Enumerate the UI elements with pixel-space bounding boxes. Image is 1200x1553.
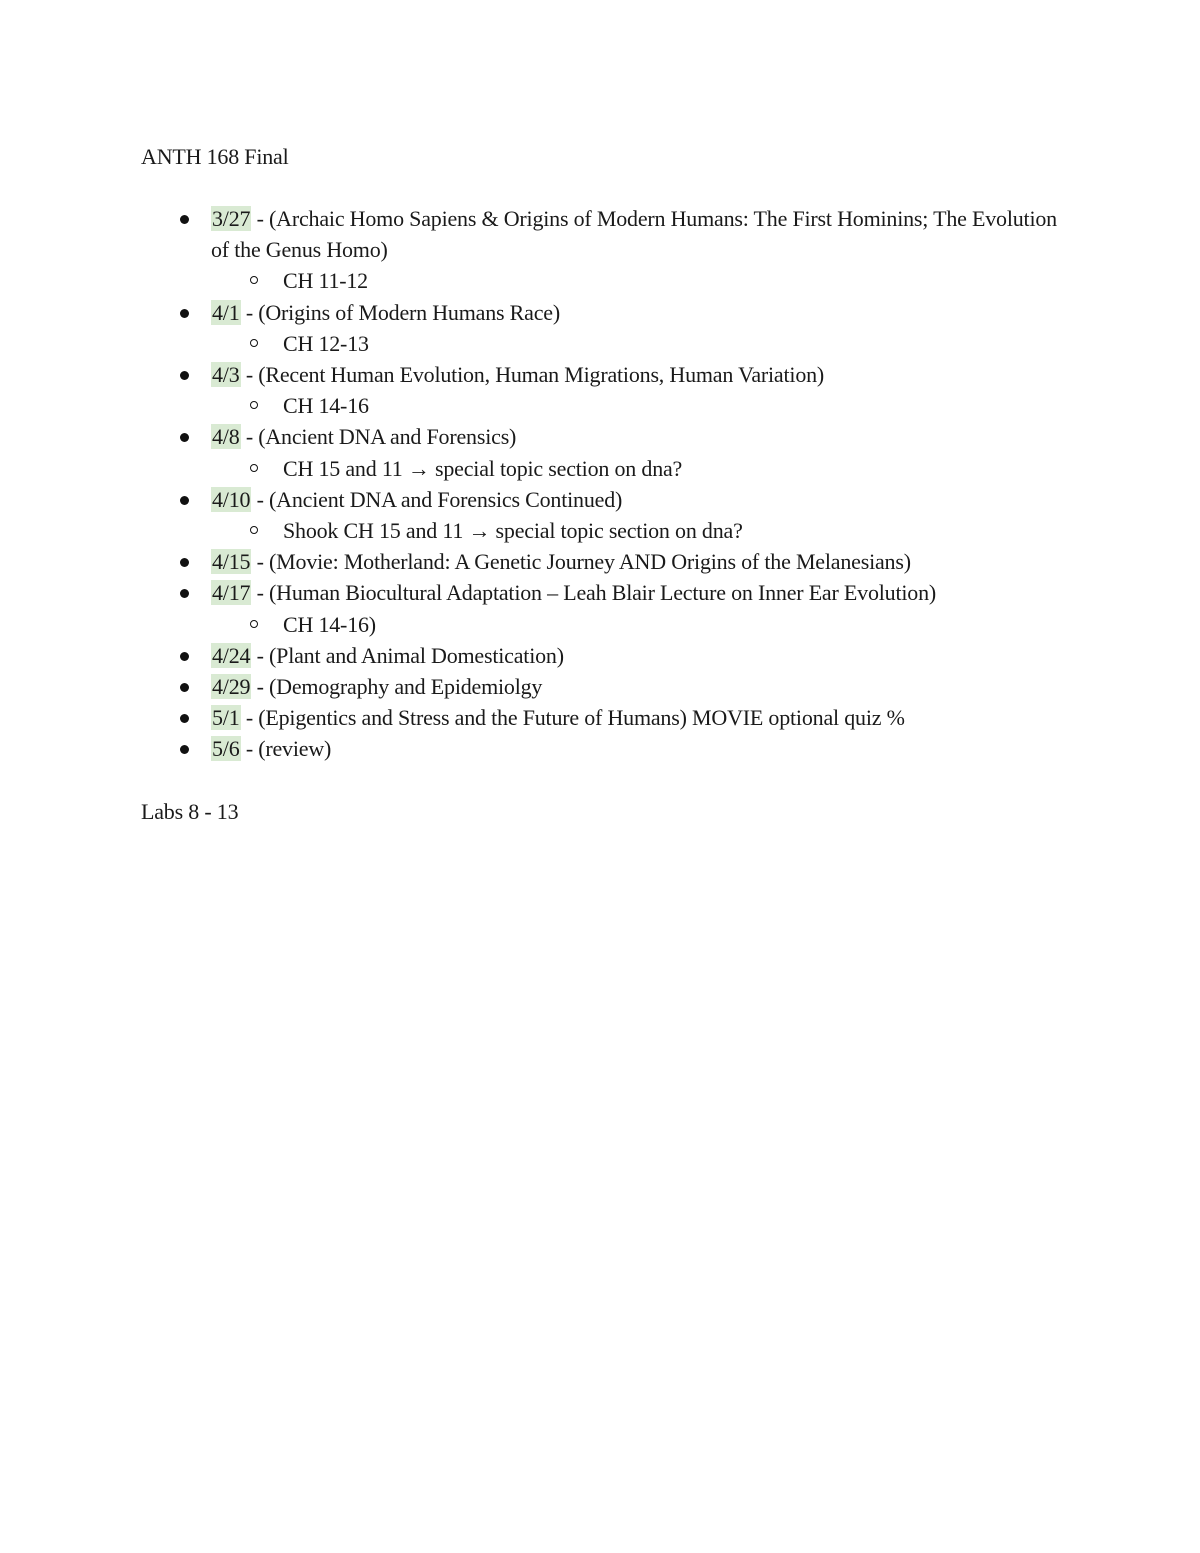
date-highlight: 3/27: [212, 206, 251, 231]
reading-sublist: [211, 390, 1061, 421]
schedule-item: [141, 297, 1061, 359]
schedule-list: [141, 203, 1061, 765]
date-highlight: 4/29: [212, 674, 251, 700]
topic-text: - (Plant and Animal Domestication): [251, 642, 564, 668]
reading-sublist: [211, 265, 1061, 296]
topic-text: - (Movie: Motherland: A Genetic Journey AND Origins of the Melanesians): [251, 549, 911, 575]
schedule-item: [141, 484, 1061, 546]
reading-sublist: [211, 609, 1061, 640]
reading-sublist: [211, 328, 1061, 359]
topic-text: - (Ancient DNA and Forensics): [240, 424, 517, 450]
schedule-item: [141, 702, 1061, 733]
reading-item: CH 14-16): [141, 609, 1061, 640]
date-highlight: 4/3: [212, 362, 240, 388]
schedule-item: [141, 203, 1061, 297]
topic-text: - (Epigentics and Stress and the Future of Humans) MOVIE optional quiz %: [240, 705, 905, 731]
date-highlight: 5/1: [212, 705, 240, 731]
schedule-item: [141, 546, 1061, 577]
date-highlight: 4/24: [212, 642, 251, 668]
reading-sublist: [211, 453, 1061, 484]
date-highlight: 4/10: [212, 486, 251, 512]
topic-text: - (Origins of Modern Humans Race): [240, 299, 560, 325]
date-highlight: 4/17: [212, 580, 251, 606]
reading-item: CH 11-12: [141, 265, 1061, 296]
reading-item: CH 15 and 11 → special topic section on dna?: [141, 453, 1061, 484]
topic-text: - (Ancient DNA and Forensics Continued): [251, 486, 623, 512]
schedule-item: [141, 577, 1061, 639]
document-title: ANTH 168 Final: [141, 144, 289, 169]
topic-text: - (Recent Human Evolution, Human Migrations, Human Variation): [240, 362, 825, 388]
reading-item: Shook CH 15 and 11 → special topic section on dna?: [141, 515, 1061, 546]
schedule-item: [141, 359, 1061, 421]
schedule-item: [141, 671, 1061, 702]
labs-note: Labs 8 - 13: [141, 799, 239, 824]
topic-text: - (review): [240, 736, 332, 762]
topic-text: - (Human Biocultural Adaptation – Leah Blair Lecture on Inner Ear Evolution): [251, 580, 937, 606]
date-highlight: 5/6: [212, 736, 240, 762]
topic-text: - (Demography and Epidemiolgy: [251, 674, 543, 700]
reading-item: CH 12-13: [141, 328, 1061, 359]
reading-item: CH 14-16: [141, 390, 1061, 421]
schedule-item: [141, 733, 1061, 764]
schedule-item: [141, 640, 1061, 671]
date-highlight: 4/15: [212, 549, 251, 575]
schedule-item: [141, 421, 1061, 483]
topic-text: - (Archaic Homo Sapiens & Origins of Modern Humans: The First Hominins; The Evolution of the Genus Homo): [211, 206, 1057, 263]
date-highlight: 4/8: [212, 424, 240, 450]
date-highlight: 4/1: [212, 299, 240, 325]
reading-sublist: [211, 515, 1061, 546]
